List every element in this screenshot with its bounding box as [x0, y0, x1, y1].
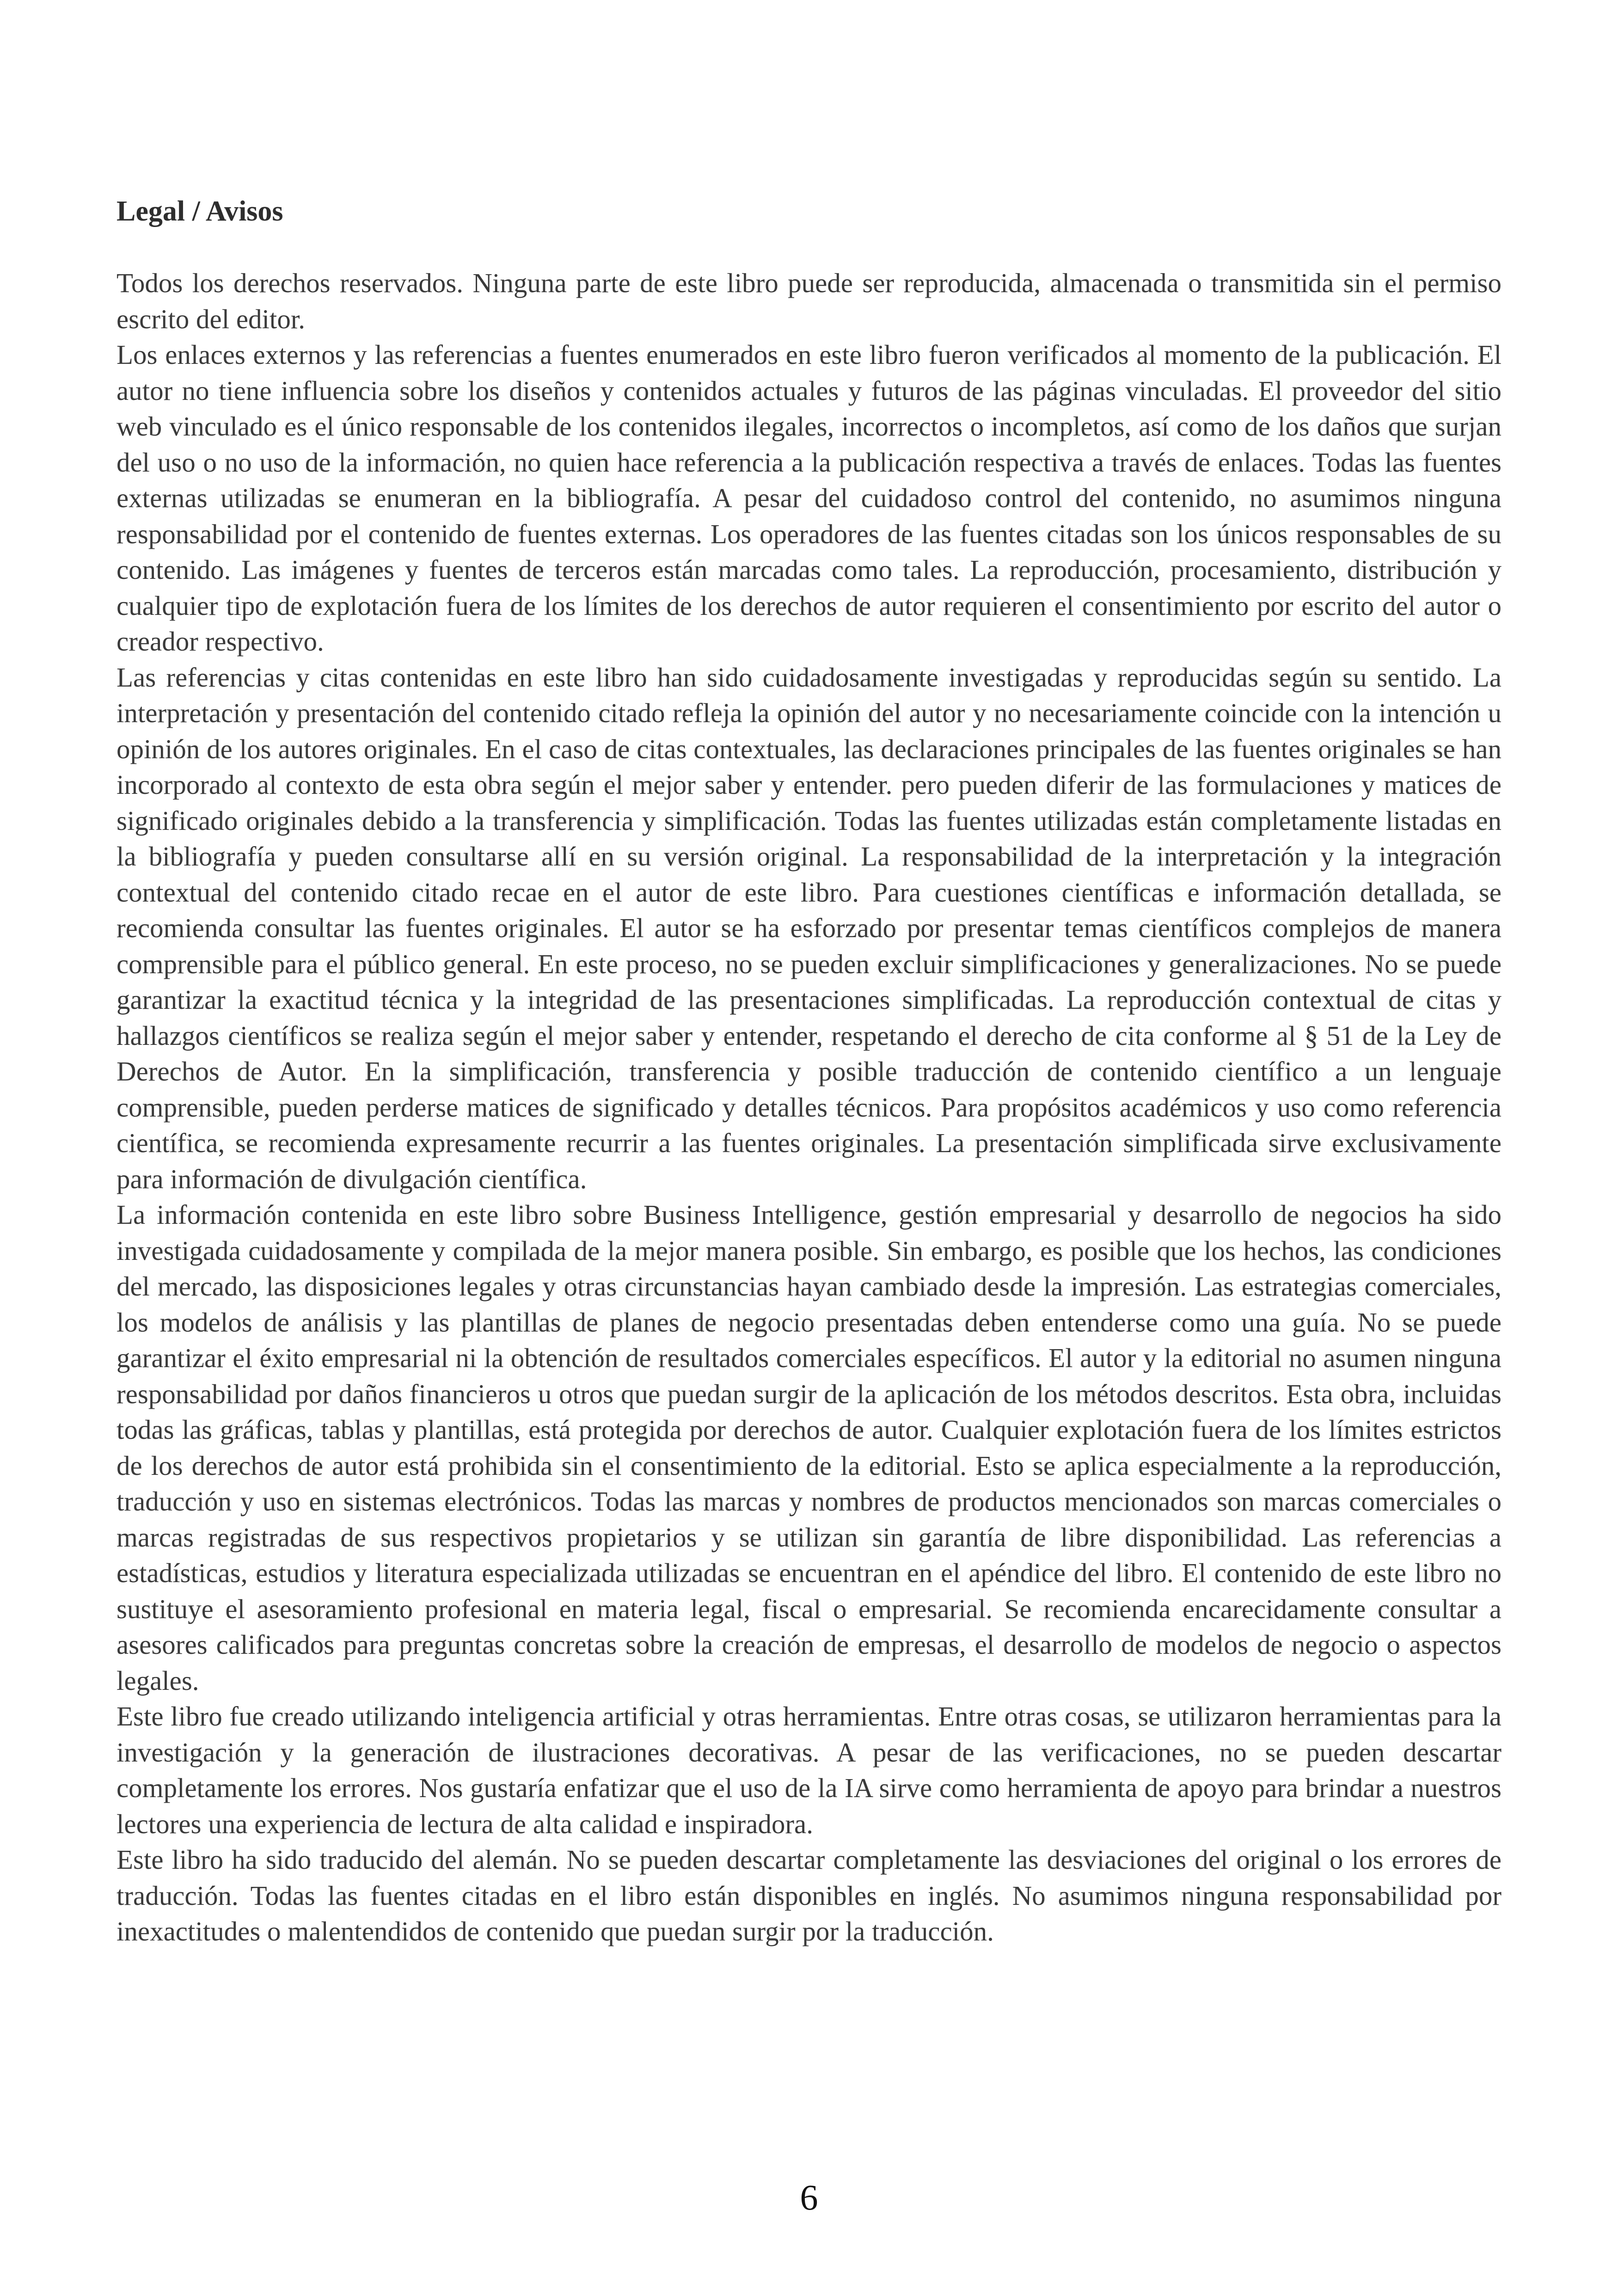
paragraph-citations: Las referencias y citas contenidas en este libro han sido cuidadosamente investigadas y reproducidas según su sentido. La interpretación y presentación del contenido citado refleja la opinión del autor y no necesariamente coincide con la intención u opinión de los autores originales. En el caso de citas contextuales, las declaraciones principales de las fuentes originales se han incorporado al contexto de esta obra según el mejor saber y entender. pero pueden diferir de las formulaciones y matices de significado originales debido a la transferencia y simplificación. Todas las fuentes utilizadas están completamente listadas en la bibliografía y pueden consultarse allí en su versión original. La responsabilidad de la interpretación y la integración contextual del contenido citado recae en el autor de este libro. Para cuestiones científicas e información detallada, se recomienda consultar las fuentes originales. El autor se ha esforzado por presentar temas científicos complejos de manera comprensible para el público general. En este proceso, no se pueden excluir simplificaciones y generalizaciones. No se puede garantizar la exactitud técnica y la integridad de las presentaciones simplificadas. La reproducción contextual de citas y hallazgos científicos se realiza según el mejor saber y entender, respetando el derecho de cita conforme al § 51 de la Ley de Derechos de Autor. En la simplificación, transferencia y posible traducción de contenido científico a un lenguaje comprensible, pueden perderse matices de significado y detalles técnicos. Para propósitos académicos y uso como referencia científica, se recomienda expresamente recurrir a las fuentes originales. La presentación simplificada sirve exclusivamente para información de divulgación científica. [116, 662, 1502, 1194]
paragraph-copyright: Todos los derechos reservados. Ninguna parte de este libro puede ser reproducida, almacenada o transmitida sin el permiso escrito del editor. [116, 268, 1502, 334]
paragraph-translation-notice: Este libro ha sido traducido del alemán. No se pueden descartar completamente las desviaciones del original o los errores de traducción. Todas las fuentes citadas en el libro están disponibles en inglés. No asumimos ninguna responsabilidad por inexactitudes o malentendidos de contenido que puedan surgir por la traducción. [116, 1844, 1502, 1946]
page-number: 6 [800, 2177, 818, 2217]
paragraph-external-links: Los enlaces externos y las referencias a fuentes enumerados en este libro fueron verificados al momento de la publicación. El autor no tiene influencia sobre los diseños y contenidos actuales y futuros de las páginas vinculadas. El proveedor del sitio web vinculado es el único responsable de los contenidos ilegales, incorrectos o incompletos, así como de los daños que surjan del uso o no uso de la información, no quien hace referencia a la publicación respectiva a través de enlaces. Todas las fuentes externas utilizadas se enumeran en la bibliografía. A pesar del cuidadoso control del contenido, no asumimos ninguna responsabilidad por el contenido de fuentes externas. Los operadores de las fuentes citadas son los únicos responsables de su contenido. Las imágenes y fuentes de terceros están marcadas como tales. La reproducción, procesamiento, distribución y cualquier tipo de explotación fuera de los límites de los derechos de autor requieren el consentimiento por escrito del autor o creador respectivo. [116, 339, 1502, 657]
paragraph-ai-notice: Este libro fue creado utilizando inteligencia artificial y otras herramientas. Entre otras cosas, se utilizaron herramientas para la investigación y la generación de ilustraciones decorativas. A pesar de las verificaciones, no se pueden descartar completamente los errores. Nos gustaría enfatizar que el uso de la IA sirve como herramienta de apoyo para brindar a nuestros lectores una experiencia de lectura de alta calidad e inspiradora. [116, 1701, 1502, 1839]
section-heading: Legal / Avisos [116, 196, 283, 227]
paragraph-business-disclaimer: La información contenida en este libro sobre Business Intelligence, gestión empresarial y desarrollo de negocios ha sido investigada cuidadosamente y compilada de la mejor manera posible. Sin embargo, es posible que los hechos, las condiciones del mercado, las disposiciones legales y otras circunstancias hayan cambiado desde la impresión. Las estrategias comerciales, los modelos de análisis y las plantillas de planes de negocio presentadas deben entenderse como una guía. No se puede garantizar el éxito empresarial ni la obtención de resultados comerciales específicos. El autor y la editorial no asumen ninguna responsabilidad por daños financieros u otros que puedan surgir de la aplicación de los métodos descritos. Esta obra, incluidas todas las gráficas, tablas y plantillas, está protegida por derechos de autor. Cualquier explotación fuera de los límites estrictos de los derechos de autor está prohibida sin el consentimiento de la editorial. Esto se aplica especialmente a la reproducción, traducción y uso en sistemas electrónicos. Todas las marcas y nombres de productos mencionados son marcas comerciales o marcas registradas de sus respectivos propietarios y se utilizan sin garantía de libre disponibilidad. Las referencias a estadísticas, estudios y literatura especializada utilizadas se encuentran en el apéndice del libro. El contenido de este libro no sustituye el asesoramiento profesional en materia legal, fiscal o empresarial. Se recomienda encarecidamente consultar a asesores calificados para preguntas concretas sobre la creación de empresas, el desarrollo de modelos de negocio o aspectos legales. [116, 1199, 1502, 1696]
page-content [116, 193, 1502, 1950]
